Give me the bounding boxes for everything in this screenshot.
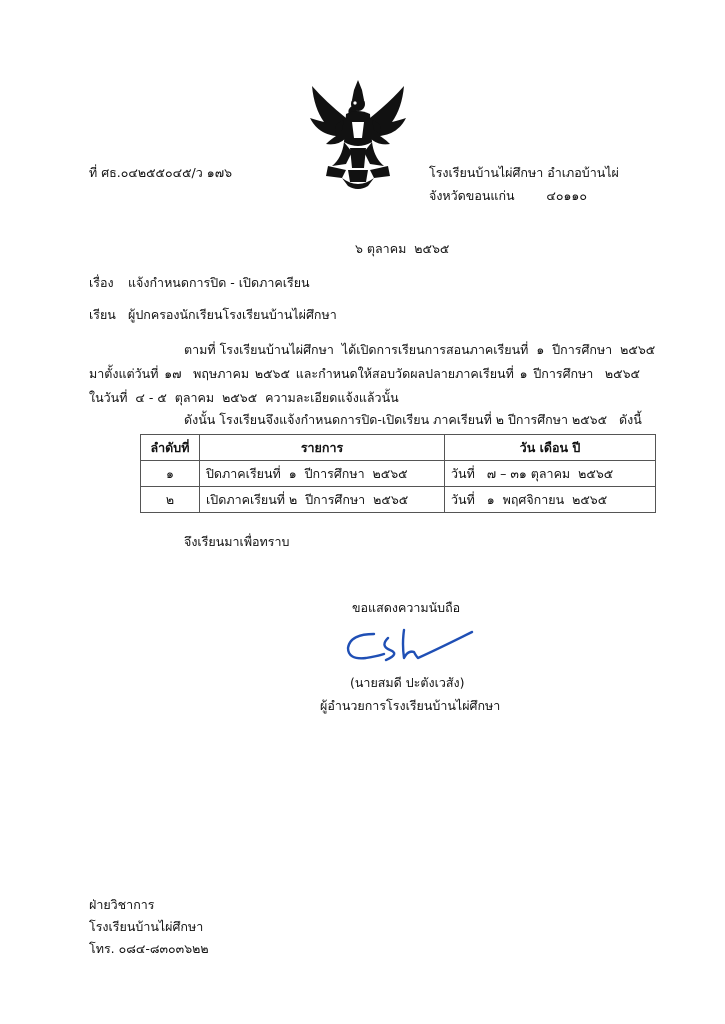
salutation-label: เรียน (89, 307, 116, 322)
document-date: ๖ ตุลาคม ๒๕๖๕ (355, 241, 450, 256)
schedule-table (140, 434, 656, 513)
column-header: รายการ (200, 435, 445, 461)
column-header: ลำดับที่ (141, 435, 200, 461)
body-paragraph-line: มาตั้งแต่วันที่ ๑๗ พฤษภาคม ๒๕๖๕ และกำหนดให้สอบวัดผลปลายภาคเรียนที่ ๑ ปีการศึกษา ๒๕๖๕ (89, 366, 640, 381)
salutation-text: ผู้ปกครองนักเรียนโรงเรียนบ้านไผ่ศึกษา (128, 307, 337, 322)
body-paragraph-line: ในวันที่ ๔ - ๕ ตุลาคม ๒๕๖๕ ความละเอียดแจ้งแล้วนั้น (89, 390, 399, 405)
table-cell: วันที่ ๑ พฤศจิกายน ๒๕๖๕ (445, 487, 656, 513)
closing-line: จึงเรียนมาเพื่อทราบ (184, 534, 290, 549)
respect-closing: ขอแสดงความนับถือ (352, 600, 461, 615)
table-cell: ๒ (141, 487, 200, 513)
handwritten-signature (344, 628, 476, 664)
subject-label: เรื่อง (89, 275, 114, 290)
signer-position: ผู้อำนวยการโรงเรียนบ้านไผ่ศึกษา (320, 698, 501, 713)
footer-phone: โทร. ๐๘๔-๘๓๐๓๖๒๒ (89, 941, 209, 956)
footer-school: โรงเรียนบ้านไผ่ศึกษา (89, 919, 204, 934)
table-row (141, 461, 656, 487)
document-number: ที่ ศธ.๐๔๒๕๕๐๔๕/ว ๑๗๖ (89, 165, 233, 180)
table-cell: เปิดภาคเรียนที่ ๒ ปีการศึกษา ๒๕๖๕ (200, 487, 445, 513)
table-header-row (141, 435, 656, 461)
body-paragraph-line: ตามที่ โรงเรียนบ้านไผ่ศึกษา ได้เปิดการเรียนการสอนภาคเรียนที่ ๑ ปีการศึกษา ๒๕๖๕ (184, 342, 656, 357)
table-cell: วันที่ ๗ – ๓๑ ตุลาคม ๒๕๖๕ (445, 461, 656, 487)
table-cell: ๑ (141, 461, 200, 487)
province-postcode-line: จังหวัดขอนแก่น ๔๐๑๑๐ (429, 188, 587, 203)
table-row (141, 487, 656, 513)
signer-name: (นายสมดี ปะตังเวสัง) (350, 675, 465, 690)
table-cell: ปิดภาคเรียนที่ ๑ ปีการศึกษา ๒๕๖๕ (200, 461, 445, 487)
garuda-emblem-icon (302, 78, 414, 190)
footer-department: ฝ่ายวิชาการ (89, 897, 155, 912)
body-paragraph-line: ดังนั้น โรงเรียนจึงแจ้งกำหนดการปิด-เปิดเรียน ภาคเรียนที่ ๒ ปีการศึกษา ๒๕๖๕ ดังนี้ (184, 412, 642, 427)
school-address-line: โรงเรียนบ้านไผ่ศึกษา อำเภอบ้านไผ่ (429, 165, 619, 180)
subject-text: แจ้งกำหนดการปิด - เปิดภาคเรียน (128, 275, 310, 290)
column-header: วัน เดือน ปี (445, 435, 656, 461)
